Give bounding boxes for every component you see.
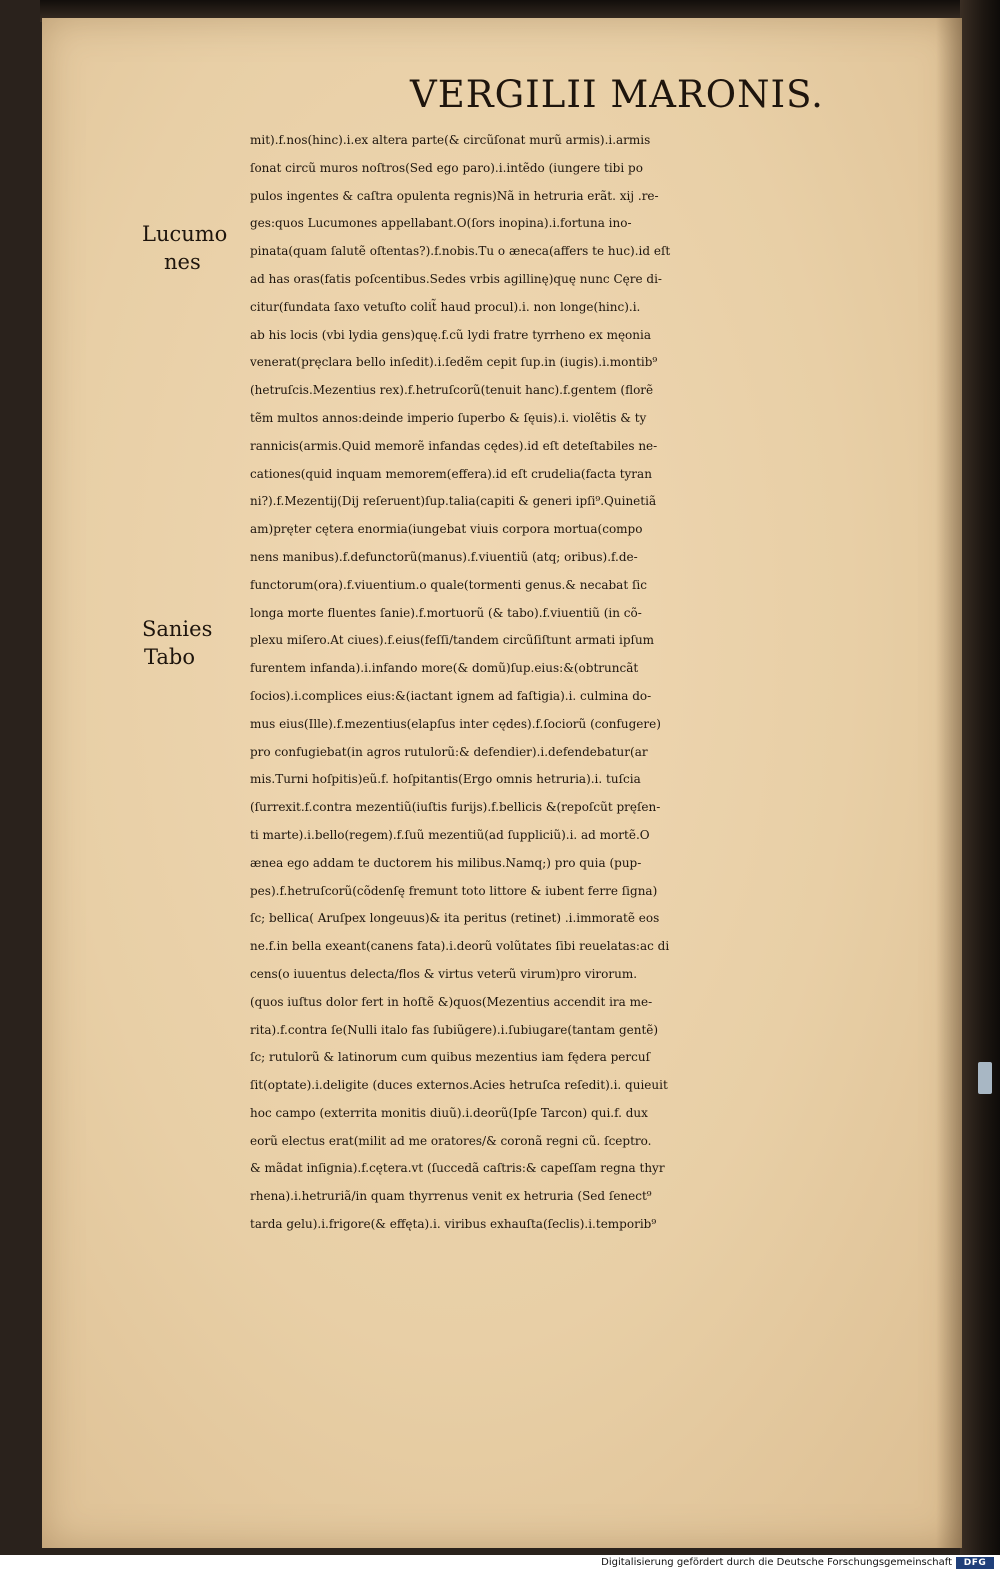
text-line: ænea ego addam te ductorem his milibus.Namq;) pro quia (pup-	[250, 855, 642, 870]
text-line: longa morte fluentes ſanie).f.mortuorũ (& tabo).f.viuentiũ (in cõ-	[250, 605, 642, 620]
text-line: cationes(quid inquam memorem(effera).id eſt crudelia(facta tyran	[250, 466, 652, 481]
book-spine-edge	[960, 0, 1000, 1555]
text-line: ni?).f.Mezentij(Dij reſeruent)ſup.talia(capiti & generi ipſi⁹.Quinetiã	[250, 494, 657, 509]
text-line: rita).f.contra ſe(Nulli italo fas ſubiũgere).i.ſubiugare(tantam gentẽ)	[250, 1022, 659, 1037]
text-line: pinata(quam ſalutẽ oſtentas?).f.nobis.Tu o æneca(affers te huc).id eſt	[250, 244, 671, 259]
text-line: tarda gelu).i.frigore(& effęta).i. viribus exhauſta(ſeclis).i.temporib⁹	[250, 1217, 657, 1232]
text-line: ti marte).i.bello(regem).f.ſuũ mezentiũ(ad ſuppliciũ).i. ad mortẽ.O	[250, 827, 650, 842]
dfg-logo: DFG	[956, 1557, 994, 1569]
running-head: VERGILII MARONIS.	[410, 73, 824, 116]
text-line: ſc; bellica( Aruſpex longeuus)& ita peritus (retinet) .i.immoratẽ eos	[250, 911, 660, 926]
text-line: pulos ingentes & caſtra opulenta regnis)Nã in hetruria erãt. xij .re-	[250, 188, 659, 203]
text-line: (ſurrexit.f.contra mezentiũ(iuſtis furijs).f.bellicis &(repoſcũt pręſen-	[250, 800, 661, 815]
margin-note-tabo: Tabo	[144, 645, 195, 669]
text-line: mit).f.nos(hinc).i.ex altera parte(& circũſonat murũ armis).i.armis	[250, 133, 651, 147]
text-line: pes).f.hetruſcorũ(cõdenſę fremunt toto littore & iubent ferre ſigna)	[250, 883, 658, 898]
text-line: hoc campo (exterrita monitis diuũ).i.deorũ(Ipſe Tarcon) qui.f. dux	[250, 1105, 648, 1120]
commentary-text-block	[250, 127, 960, 1239]
text-line: rhena).i.hetruriã/in quam thyrrenus venit ex hetruria (Sed ſenect⁹	[250, 1189, 652, 1204]
text-line: am)pręter cętera enormia(iungebat viuis corpora mortua(compo	[250, 522, 643, 537]
text-line: ſit(optate).i.deligite (duces externos.Acies hetruſca reſedit).i. quieuit	[250, 1078, 668, 1093]
footer-credit: Digitalisierung gefördert durch die Deutsche Forschungsgemeinschaft	[601, 1557, 952, 1568]
text-line: mus eius(Ille).f.mezentius(elapſus inter cędes).f.ſociorũ (confugere)	[250, 716, 661, 731]
text-line: ſonat circũ muros noſtros(Sed ego paro).i.intẽdo (iungere tibi po	[250, 160, 643, 175]
margin-note-lucumones-2: nes	[164, 250, 201, 274]
margin-note-sanies: Sanies	[142, 617, 213, 641]
text-line: (hetruſcis.Mezentius rex).f.hetruſcorũ(tenuit hanc).f.gentem (florẽ	[250, 383, 654, 398]
text-line: functorum(ora).f.viuentium.o quale(tormenti genus.& necabat ſic	[250, 577, 647, 592]
text-line: ab his locis (vbi lydia gens)quę.f.cũ lydi fratre tyrrheno ex męonia	[250, 327, 651, 342]
text-line: & mãdat inſignia).f.cętera.vt (ſuccedã caſtris:& capeſſam regna thyr	[250, 1161, 665, 1176]
text-line: venerat(pręclara bello inſedit).i.ſedẽm cepit ſup.in (iugis).i.montib⁹	[250, 355, 658, 370]
text-line: plexu miſero.At ciues).f.eius(feſſi/tandem circũſiſtunt armati ipſum	[250, 633, 655, 648]
text-line: ad has oras(fatis poſcentibus.Sedes vrbis agillinę)quę nunc Cęre di-	[250, 271, 662, 286]
text-line: mis.Turni hoſpitis)eũ.f. hoſpitantis(Ergo omnis hetruria).i. tuſcia	[250, 772, 641, 787]
margin-note-lucumones-1: Lucumo	[142, 222, 228, 246]
text-line: rannicis(armis.Quid memorẽ infandas cędes).id eſt deteſtabiles ne-	[250, 438, 658, 453]
text-line: eorũ electus erat(milit ad me oratores/& coronã regni cũ. ſceptro.	[250, 1133, 652, 1148]
text-line: furentem infanda).i.infando more(& domũ)ſup.eius:&(obtruncãt	[250, 661, 639, 676]
text-line: pro confugiebat(in agros rutulorũ:& defendier).i.defendebatur(ar	[250, 744, 648, 759]
text-line: ſocios).i.complices eius:&(iactant ignem ad faſtigia).i. culmina do-	[250, 688, 652, 703]
text-line: ne.f.in bella exeant(canens fata).i.deorũ volũtates ſibi reuelatas:ac di	[250, 939, 670, 954]
footer-bar	[0, 1555, 1000, 1571]
text-line: (quos iuſtus dolor fert in hoſtẽ &)quos(Mezentius accendit ira me-	[250, 994, 653, 1009]
text-line: ſc; rutulorũ & latinorum cum quibus mezentius iam fędera percuſ	[250, 1050, 651, 1065]
text-line: citur(fundata ſaxo vetuſto colit̃ haud procul).i. non longe(hinc).i.	[250, 299, 641, 314]
text-line: ges:quos Lucumones appellabant.O(ſors inopina).i.fortuna ino-	[250, 216, 632, 231]
text-line: nens manibus).f.defunctorũ(manus).f.viuentiũ (atq; oribus).f.de-	[250, 549, 638, 564]
text-line: cens(o iuuentus delecta/flos & virtus veterũ virum)pro virorum.	[250, 966, 638, 981]
page-marker-tab	[978, 1062, 992, 1094]
text-line: tẽm multos annos:deinde imperio ſuperbo & ſęuis).i. violẽtis & ty	[250, 410, 647, 425]
